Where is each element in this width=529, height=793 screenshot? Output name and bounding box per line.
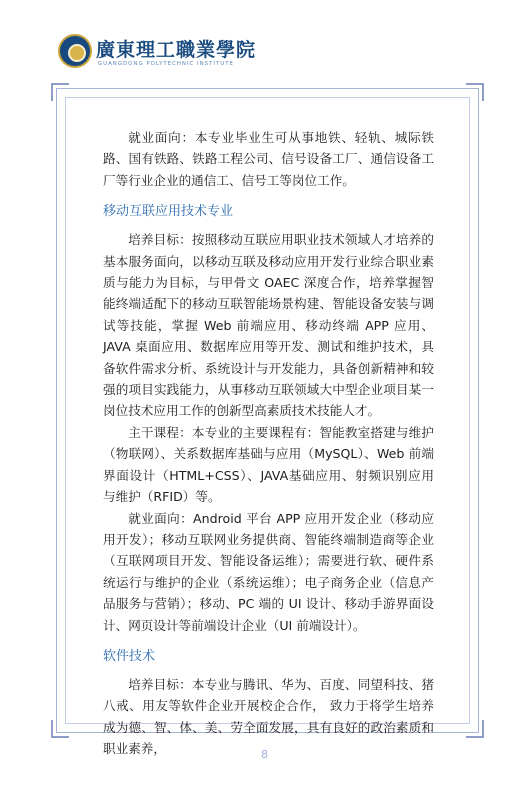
document-body xyxy=(103,127,434,760)
mobile-employment-paragraph: 就业面向：Android 平台 APP 应用开发企业（移动应用开发）；移动互联网业务提供商、智能终端制造商等企业（互联网项目开发、智能设备运维）；需要进行软、硬件系统运行与维护的企业（系统运维）；电子商务企业（信息产品服务与营销）；移动、PC 端的 UI 设计、移动手游界面设计、网页设计等前端设计企业（UI 前端设计）。 xyxy=(103,510,434,633)
frame-corner xyxy=(466,83,484,101)
section-heading-software: 软件技术 xyxy=(103,648,156,664)
mobile-courses-paragraph: 主干课程：本专业的主要课程有：智能教室搭建与维护（物联网）、关系数据库基础与应用（MySQL）、Web 前端界面设计（HTML+CSS）、JAVA基础应用、射频识别应用与维护（RFID）等。 xyxy=(103,424,434,505)
frame-corner xyxy=(51,720,69,738)
school-logo-icon xyxy=(58,34,92,68)
software-goal-paragraph: 培养目标：本专业与腾讯、华为、百度、同望科技、猪八戒、用友等软件企业开展校企合作， 致力于将学生培养成为德、智、体、美、劳全面发展，具有良好的政治素质和职业素养， xyxy=(103,676,434,757)
rail-employment-paragraph: 就业面向：本专业毕业生可从事地铁、轻轨、城际铁路、国有铁路、铁路工程公司、信号设备工厂、通信设备工厂等行业企业的通信工、信号工等岗位工作。 xyxy=(103,130,434,188)
page-number: 8 xyxy=(261,748,268,761)
mobile-goal-paragraph: 培养目标：按照移动互联应用职业技术领域人才培养的基本服务面向，以移动互联及移动应用开发行业综合职业素质与能力为目标，与甲骨文 OAEC 深度合作，培养掌握智能终端适配下的移动互联智能场景构建、智能设备安装与调试等技能，掌握 Web 前端应用、移动终端 APP 应用、JAVA 桌面应用、数据库应用等开发、测试和维护技术，具备软件需求分析、系统设计与开发能力，具备创新精神和较强的项目实践能力，从事移动互联领域大中型企业项目某一岗位技术应用工作的创新型高素质技术技能人才。 xyxy=(103,232,434,419)
school-name: 廣東理工職業學院 xyxy=(96,39,257,61)
section-heading-mobile-internet: 移动互联应用技术专业 xyxy=(103,204,234,220)
frame-corner xyxy=(466,720,484,738)
frame-corner xyxy=(51,83,69,101)
school-name-english: GUANGDONG POLYTECHNIC INSTITUTE xyxy=(98,61,234,67)
page-header xyxy=(0,0,529,80)
